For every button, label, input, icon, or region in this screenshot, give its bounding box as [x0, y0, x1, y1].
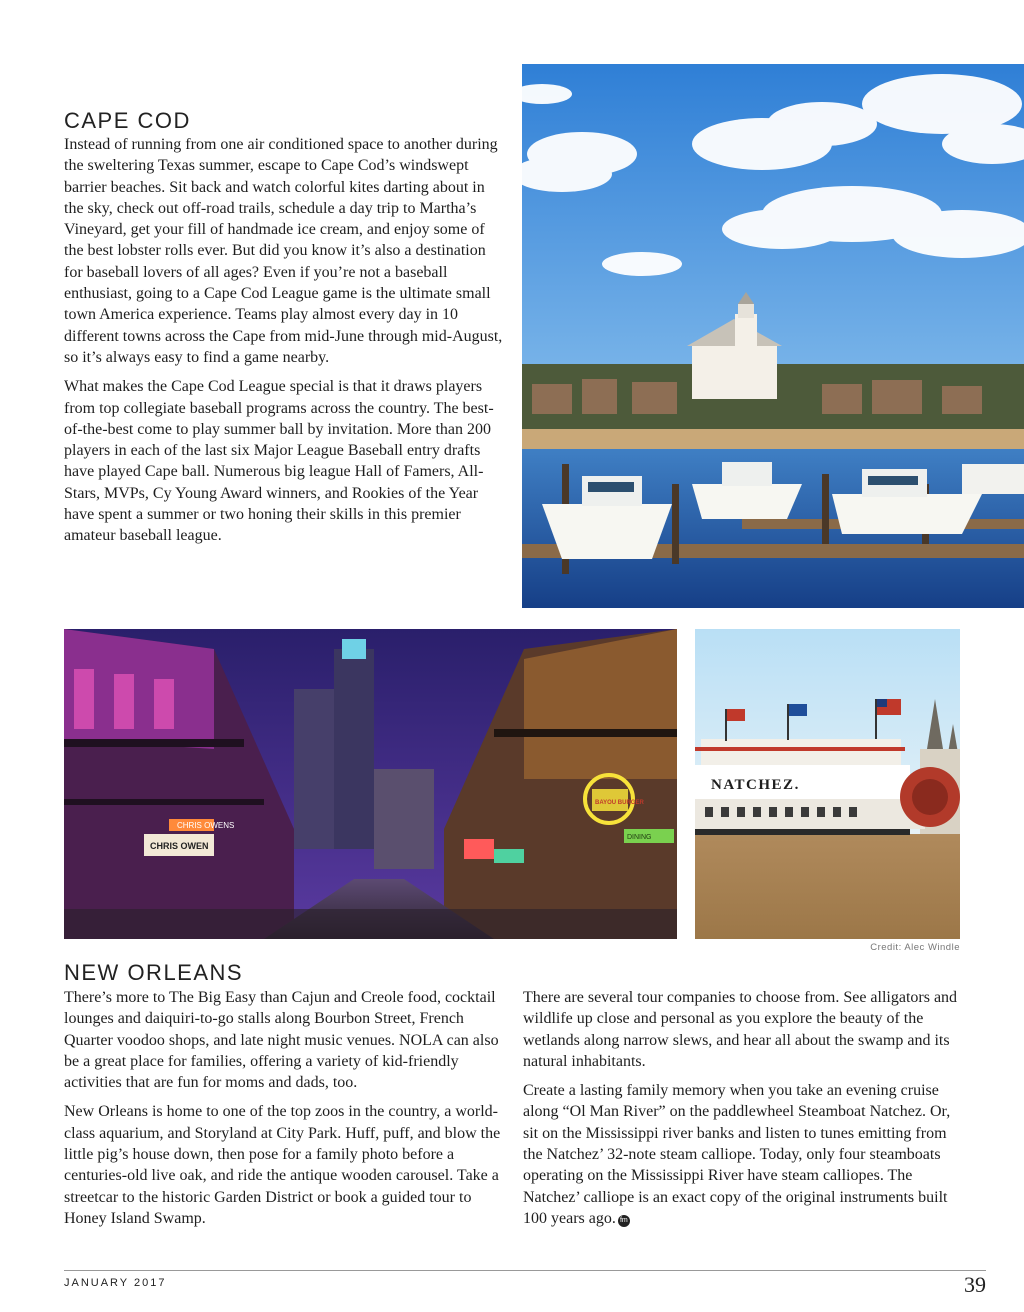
cape-cod-paragraph-2: What makes the Cape Cod League special is that it draws players from top collegiate baseball programs across the country. The best-of-the-best come to play summer ball by invitation. More than 200 players in each of the last six Major League Baseball entry drafts have played Cape ball. Numerous big league Hall of Famers, All-Stars, MVPs, Cy Young Award winners, and Rookies of the Year have spent a summer or two honing their skills in this premier amateur baseball league. [64, 378, 494, 545]
cape-cod-body [64, 134, 504, 555]
new-orleans-column-1 [64, 987, 504, 1237]
cape-cod-heading: CAPE COD [64, 108, 191, 133]
sign-bayou-burger: BAYOU BURGER [595, 800, 644, 806]
new-orleans-paragraph-1: There’s more to The Big Easy than Cajun and Creole food, cocktail lounges and daiquiri-to-go stalls along Bourbon Street, French Quarter voodoo shops, and late night music venues. NOLA can also be a great place for families, offering a variety of kid-friendly activities that are fun for moms and dads, too. [64, 989, 499, 1092]
sign-chris-owens: CHRIS OWENS [177, 821, 235, 830]
photo-credit: Credit: Alec Windle [870, 942, 960, 953]
page-number: 39 [964, 1272, 986, 1297]
steamboat-natchez-photo [695, 629, 960, 939]
new-orleans-column-2 [523, 987, 963, 1237]
sign-dining: DINING [627, 834, 652, 841]
new-orleans-paragraph-4 [523, 1080, 963, 1229]
boat-name-sign: NATCHEZ. [711, 777, 800, 793]
cape-cod-paragraph-1: Instead of running from one air conditioned space to another during the sweltering Texas summer, escape to Cape Cod’s windswept barrier beaches. Sit back and watch colorful kites darting about in the sky, check out off-road trails, schedule a day trip to Martha’s Vineyard, get your fill of handmade ice cream, and enjoy some of the best lobster rolls ever. But did you know it’s also a destination for baseball lovers of all ages? Even if you’re not a baseball enthusiast, going to a Cape Cod League game is the ultimate small town America experience. Teams play almost every day in 10 different towns across the Cape from mid-June through mid-August, so it’s always easy to find a game nearby. [64, 136, 503, 366]
bourbon-street-photo [64, 629, 677, 939]
new-orleans-heading: NEW ORLEANS [64, 960, 244, 985]
end-mark-icon: fm [618, 1215, 630, 1227]
sign-chris-owen: CHRIS OWEN [150, 841, 209, 851]
new-orleans-paragraph-4-text: Create a lasting family memory when you take an evening cruise along “Ol Man River” on the paddlewheel Steamboat Natchez. Or, sit on the Mississippi river banks and listen to tunes emitting from the Natchez’ 32-note steam calliope. Today, only four steamboats operating on the Mississippi River have steam calliopes. The Natchez’ calliope is an exact copy of the original instruments built 100 years ago. [523, 1082, 951, 1227]
footer-issue-date: JANUARY 2017 [64, 1277, 167, 1289]
cape-cod-harbor-photo [522, 64, 1024, 608]
footer-rule [64, 1270, 986, 1271]
new-orleans-paragraph-2: New Orleans is home to one of the top zoos in the country, a world-class aquarium, and Storyland at City Park. Huff, puff, and blow the little pig’s house down, then pose for a family photo before a centuries-old live oak, and ride the antique wooden carousel. Take a streetcar to the historic Garden District or book a guided tour to Honey Island Swamp. [64, 1103, 501, 1227]
new-orleans-paragraph-3: There are several tour companies to choose from. See alligators and wildlife up close and personal as you explore the beauty of the wetlands along narrow slews, and hear all about the swamp and its natural inhabitants. [523, 989, 958, 1070]
